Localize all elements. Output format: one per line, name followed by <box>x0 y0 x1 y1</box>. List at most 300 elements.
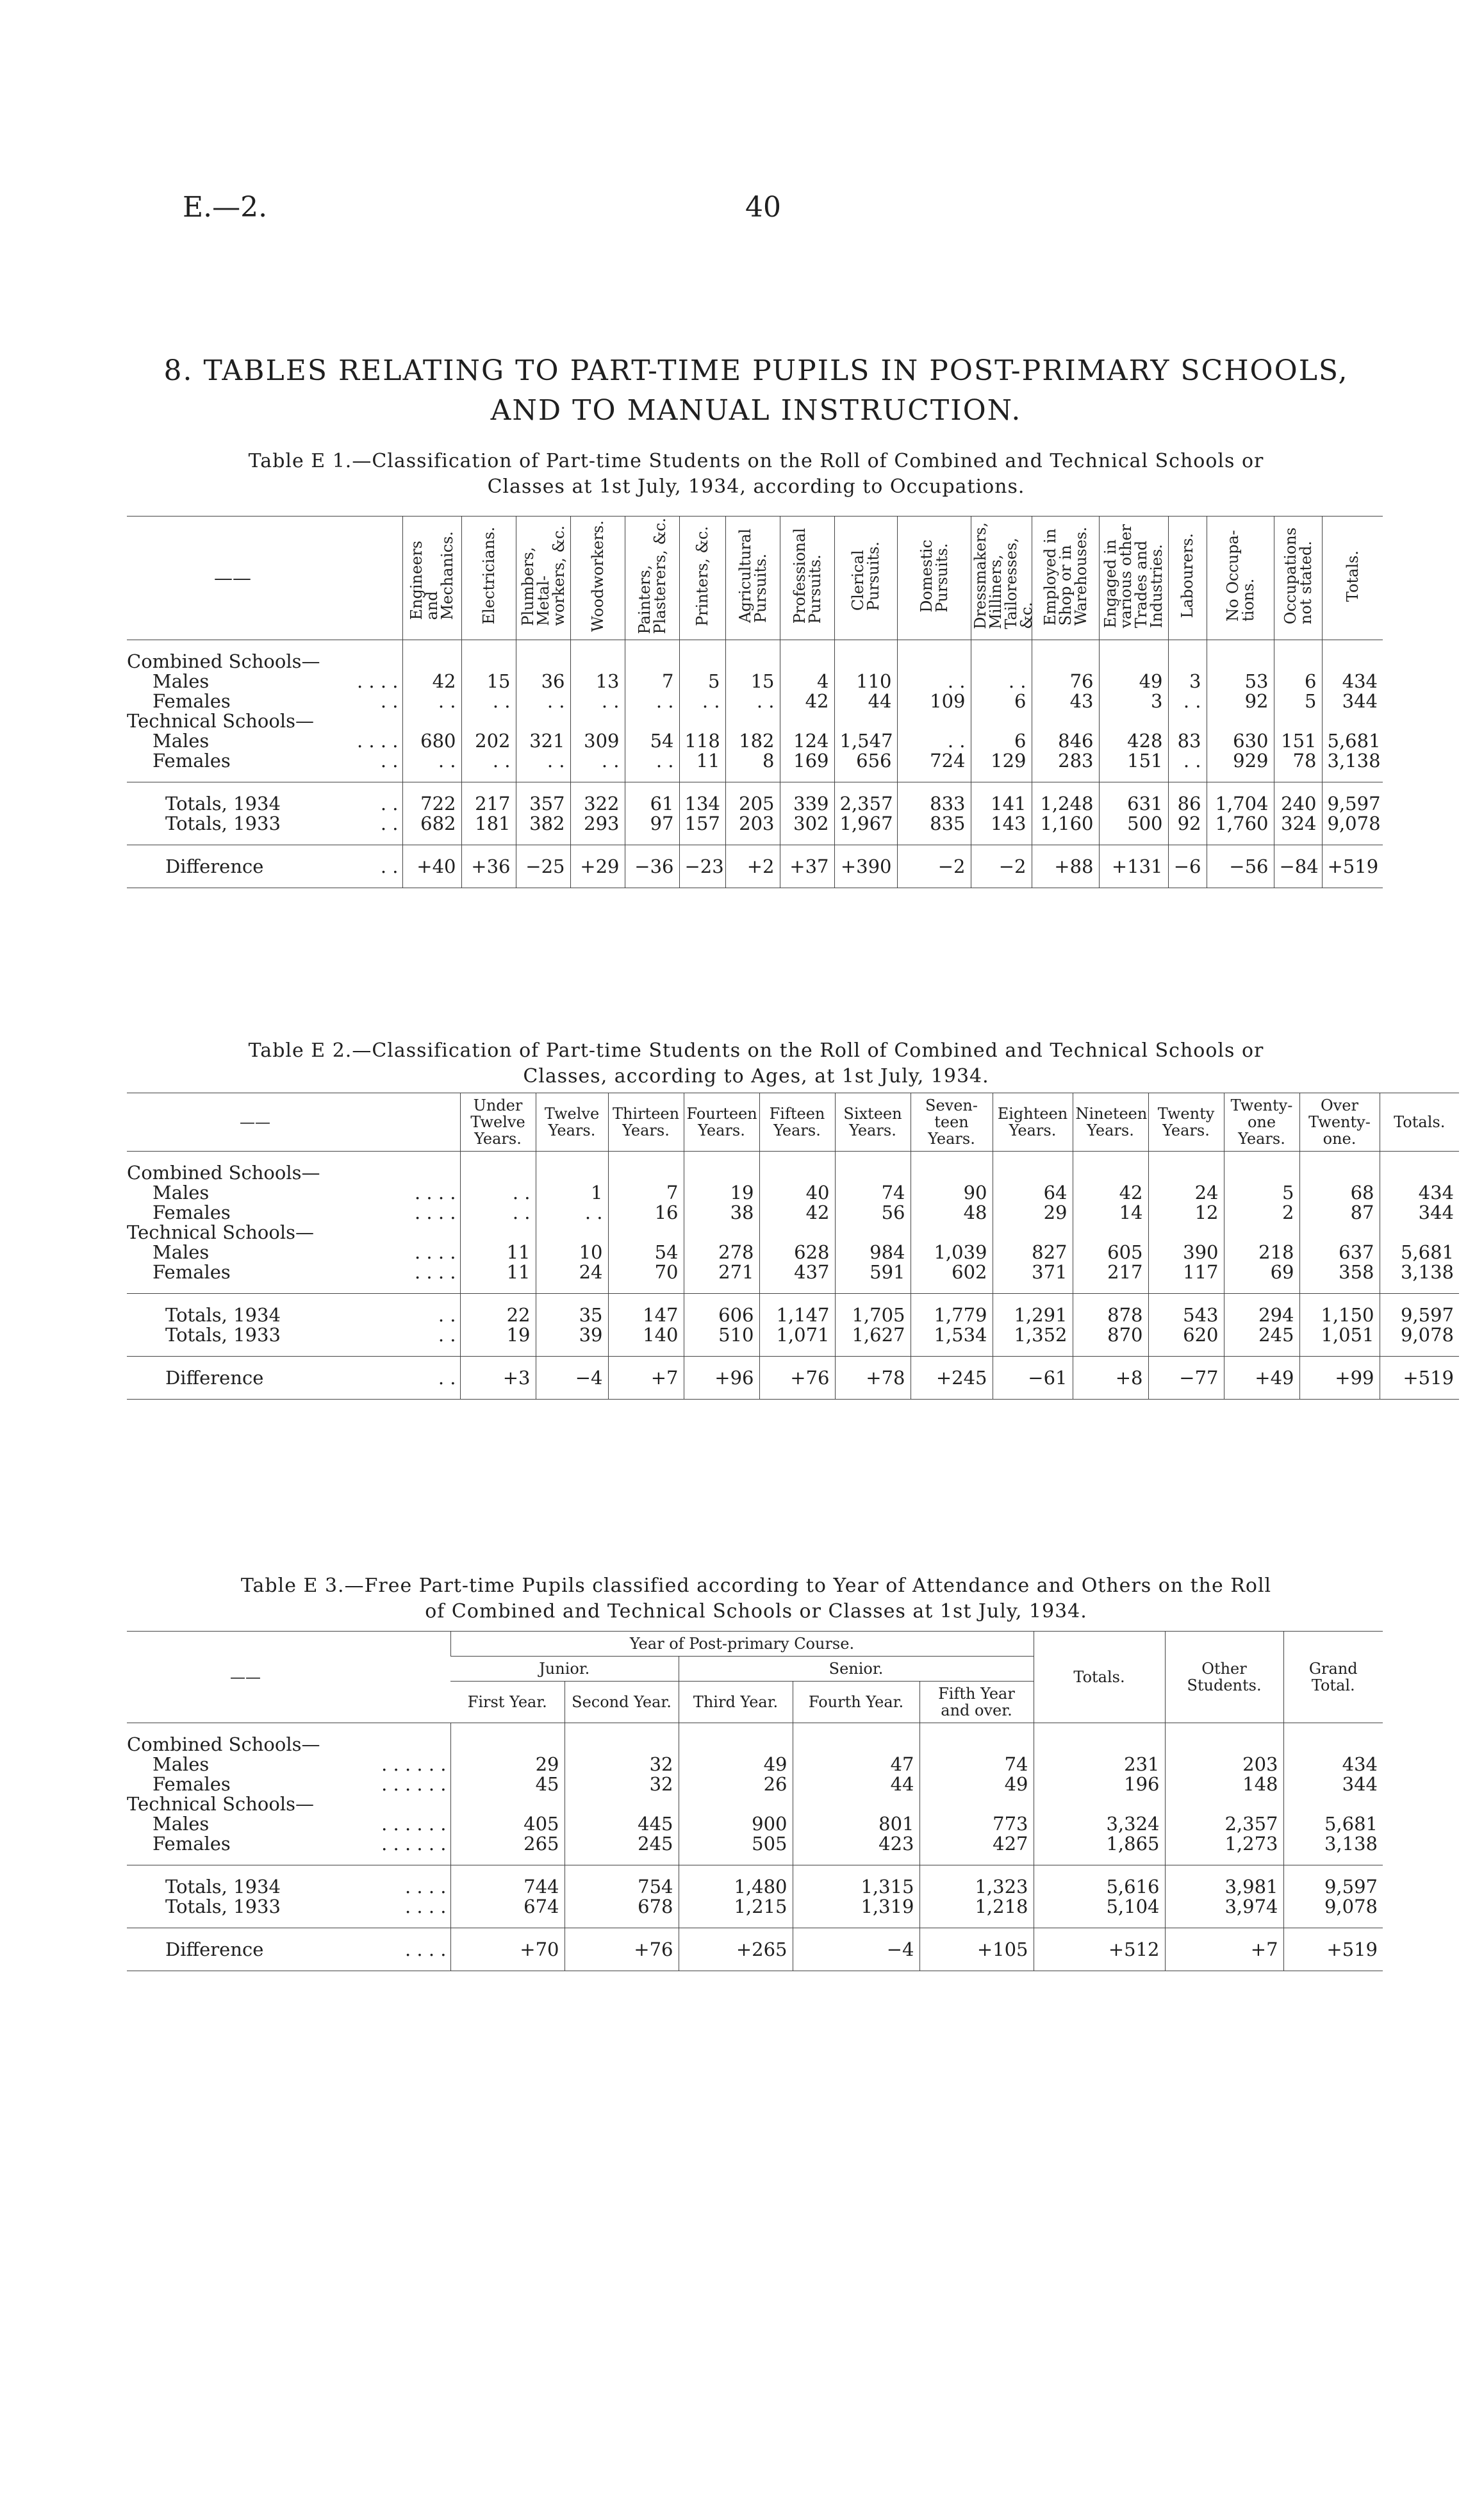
table-cell: 134 <box>679 794 725 814</box>
blank-cell <box>1099 711 1168 731</box>
table-cell: 1,150 <box>1299 1305 1380 1325</box>
table-cell: 3 <box>1168 672 1207 691</box>
fourth-year-head: Fourth Year. <box>793 1682 919 1723</box>
spacer-cell <box>911 1294 993 1305</box>
table-cell: +29 <box>570 857 625 877</box>
blank-cell <box>759 1223 835 1243</box>
spacer-cell <box>679 640 725 652</box>
table-cell: 4 <box>780 672 834 691</box>
spacer-cell <box>536 1345 608 1357</box>
blank-cell <box>402 652 461 672</box>
table-cell: 271 <box>684 1262 759 1282</box>
row-label: Totals, 1934 <box>165 1875 281 1897</box>
spacer-cell <box>536 1152 608 1163</box>
spacer-cell <box>402 640 461 652</box>
blank-cell <box>725 711 780 731</box>
other-students-head: Other Students. <box>1165 1632 1283 1723</box>
table-cell: 1,248 <box>1032 794 1099 814</box>
spacer-cell <box>897 877 971 888</box>
leader-dots: . . . . <box>356 670 399 692</box>
spacer-cell <box>565 1928 679 1940</box>
table-cell: 10 <box>536 1243 608 1262</box>
spacer-cell <box>127 1152 383 1163</box>
table-cell: +76 <box>759 1368 835 1388</box>
table-cell: 3,324 <box>1034 1814 1165 1834</box>
table-cell: 2 <box>1224 1203 1299 1223</box>
blank-cell <box>1165 1794 1283 1814</box>
group-label: Combined Schools— <box>127 1733 320 1755</box>
col-head: Engaged in various other Trades and Industries. <box>1099 517 1168 640</box>
blank-cell <box>684 1223 759 1243</box>
table-cell: −25 <box>516 857 570 877</box>
table-row <box>127 1814 1383 1834</box>
table-e1-body <box>127 640 1383 888</box>
blank-cell <box>1299 1163 1380 1183</box>
spacer-cell <box>461 877 516 888</box>
table-cell: 3,981 <box>1165 1877 1283 1897</box>
table-cell: +78 <box>835 1368 911 1388</box>
blank-cell <box>608 1223 684 1243</box>
table-cell: 510 <box>684 1325 759 1345</box>
table-row <box>127 1368 1459 1388</box>
col-head: Printers, &c. <box>679 517 725 640</box>
table-cell: 5,681 <box>1380 1243 1459 1262</box>
table-cell: 143 <box>971 814 1032 834</box>
spacer-cell <box>1099 834 1168 845</box>
spacer-cell <box>1032 771 1099 782</box>
spacer-cell <box>127 877 338 888</box>
table-cell: 423 <box>793 1834 919 1854</box>
table-e2-body <box>127 1152 1459 1400</box>
spacer-cell <box>338 640 402 652</box>
spacer-cell <box>1165 1865 1283 1877</box>
table-cell: 231 <box>1034 1755 1165 1774</box>
spacer-cell <box>1299 1345 1380 1357</box>
table-cell: 1,291 <box>993 1305 1073 1325</box>
table-e2-caption <box>128 1038 1384 1089</box>
spacer-cell <box>1322 834 1383 845</box>
table-e2-caption-line-2: Classes, according to Ages, at 1st July, 1934. <box>523 1065 989 1087</box>
table-row <box>127 794 1383 814</box>
spacer-cell <box>461 771 516 782</box>
spacer-cell <box>127 771 338 782</box>
table-cell: 5 <box>679 672 725 691</box>
table-cell: 434 <box>1283 1755 1383 1774</box>
spacer-cell <box>608 1282 684 1294</box>
table-cell: 846 <box>1032 731 1099 751</box>
spacer-cell <box>516 771 570 782</box>
blank-cell <box>516 711 570 731</box>
table-cell: . . <box>1168 691 1207 711</box>
leader-dots: . . . . . . <box>381 1753 447 1775</box>
spacer-row <box>127 1865 1383 1877</box>
table-row <box>127 691 1383 711</box>
leader-dots: . . <box>380 812 399 834</box>
table-cell: 1,160 <box>1032 814 1099 834</box>
spacer-cell <box>127 1928 364 1940</box>
spacer-cell <box>1322 877 1383 888</box>
spacer-cell <box>1168 834 1207 845</box>
blank-cell <box>1099 652 1168 672</box>
spacer-cell <box>1380 1294 1459 1305</box>
table-cell: 117 <box>1148 1262 1224 1282</box>
spacer-cell <box>1283 1723 1383 1735</box>
table-cell: 44 <box>834 691 897 711</box>
table-cell: 61 <box>625 794 679 814</box>
blank-cell <box>793 1794 919 1814</box>
table-cell: −2 <box>971 857 1032 877</box>
col-head: Fourteen Years. <box>684 1093 759 1152</box>
table-cell: 83 <box>1168 731 1207 751</box>
group-row <box>127 1163 1459 1183</box>
table-cell: 151 <box>1274 731 1322 751</box>
spacer-cell <box>383 1388 460 1400</box>
spacer-cell <box>625 640 679 652</box>
table-cell: 26 <box>679 1774 793 1794</box>
table-cell: −36 <box>625 857 679 877</box>
spacer-cell <box>793 1928 919 1940</box>
page-number: 40 <box>745 191 781 224</box>
spacer-cell <box>1168 771 1207 782</box>
spacer-cell <box>1148 1388 1224 1400</box>
spacer-cell <box>402 771 461 782</box>
table-cell: 196 <box>1034 1774 1165 1794</box>
table-cell: 49 <box>1099 672 1168 691</box>
table-cell: 371 <box>993 1262 1073 1282</box>
senior-head: Senior. <box>679 1657 1034 1682</box>
spacer-cell <box>1073 1388 1148 1400</box>
table-cell: +131 <box>1099 857 1168 877</box>
table-cell: −6 <box>1168 857 1207 877</box>
spacer-cell <box>460 1152 536 1163</box>
spacer-row <box>127 877 1383 888</box>
spacer-cell <box>1299 1282 1380 1294</box>
table-e2-blank-head: —— <box>127 1093 383 1152</box>
blank-cell <box>1380 1163 1459 1183</box>
spacer-cell <box>1224 1388 1299 1400</box>
spacer-cell <box>793 1960 919 1971</box>
blank-cell <box>1224 1163 1299 1183</box>
table-cell: 32 <box>565 1755 679 1774</box>
spacer-cell <box>516 640 570 652</box>
table-cell: 140 <box>608 1325 684 1345</box>
spacer-row <box>127 834 1383 845</box>
spacer-cell <box>780 771 834 782</box>
table-e1-caption-line-2: Classes at 1st July, 1934, according to Occupations. <box>487 475 1025 498</box>
table-cell: . . <box>516 691 570 711</box>
col-head: Totals. <box>1380 1093 1459 1152</box>
table-cell: 2,357 <box>1165 1814 1283 1834</box>
table-cell: 3,974 <box>1165 1897 1283 1917</box>
blank-cell <box>536 1223 608 1243</box>
spacer-cell <box>1299 1294 1380 1305</box>
spacer-cell <box>1207 877 1274 888</box>
spacer-cell <box>383 1345 460 1357</box>
spacer-cell <box>897 834 971 845</box>
table-e3-dots-head <box>364 1632 450 1723</box>
row-label: Males <box>153 1181 210 1203</box>
table-cell: 14 <box>1073 1203 1148 1223</box>
spacer-cell <box>919 1854 1034 1865</box>
table-cell: 357 <box>516 794 570 814</box>
section-title: 8. TABLES RELATING TO PART-TIME PUPILS IN POST-PRIMARY SCHOOLS, AND TO MANUAL INSTRUCTION. <box>163 354 1349 427</box>
table-cell: 124 <box>780 731 834 751</box>
table-cell: 49 <box>919 1774 1034 1794</box>
table-cell: 1,967 <box>834 814 897 834</box>
table-cell: 591 <box>835 1262 911 1282</box>
leader-dots: . . <box>438 1366 456 1389</box>
blank-cell <box>1034 1794 1165 1814</box>
table-cell: 217 <box>461 794 516 814</box>
table-cell: 773 <box>919 1814 1034 1834</box>
spacer-cell <box>993 1152 1073 1163</box>
table-cell: 45 <box>450 1774 565 1794</box>
blank-cell <box>1165 1735 1283 1755</box>
table-cell: 22 <box>460 1305 536 1325</box>
spacer-cell <box>364 1865 450 1877</box>
table-cell: 70 <box>608 1262 684 1282</box>
spacer-cell <box>911 1388 993 1400</box>
spacer-cell <box>759 1357 835 1368</box>
spacer-cell <box>364 1917 450 1928</box>
spacer-cell <box>383 1294 460 1305</box>
blank-cell <box>402 711 461 731</box>
table-cell: 1,319 <box>793 1897 919 1917</box>
row-label: Females <box>153 1201 231 1223</box>
leader-dots: . . <box>380 792 399 814</box>
blank-cell <box>460 1223 536 1243</box>
table-cell: 90 <box>911 1183 993 1203</box>
table-cell: +76 <box>565 1940 679 1960</box>
spacer-cell <box>1380 1357 1459 1368</box>
col-head: Clerical Pursuits. <box>834 517 897 640</box>
table-cell: 1,039 <box>911 1243 993 1262</box>
blank-cell <box>911 1163 993 1183</box>
row-label: Males <box>153 670 210 692</box>
table-cell: +105 <box>919 1940 1034 1960</box>
table-cell: 637 <box>1299 1243 1380 1262</box>
blank-cell <box>1299 1223 1380 1243</box>
table-cell: 15 <box>725 672 780 691</box>
spacer-cell <box>127 1960 364 1971</box>
spacer-cell <box>1034 1865 1165 1877</box>
row-label: Difference <box>165 1366 264 1389</box>
table-cell: 1,323 <box>919 1877 1034 1897</box>
spacer-row <box>127 1917 1383 1928</box>
table-cell: +3 <box>460 1368 536 1388</box>
spacer-cell <box>679 1723 793 1735</box>
table-cell: 240 <box>1274 794 1322 814</box>
table-cell: 428 <box>1099 731 1168 751</box>
row-label: Totals, 1934 <box>165 1303 281 1326</box>
spacer-cell <box>1283 1917 1383 1928</box>
spacer-cell <box>684 1357 759 1368</box>
col-head: Twenty- one Years. <box>1224 1093 1299 1152</box>
row-label: Difference <box>165 1938 264 1960</box>
table-cell: +36 <box>461 857 516 877</box>
spacer-cell <box>1032 834 1099 845</box>
spacer-cell <box>679 1960 793 1971</box>
col-head: Nineteen Years. <box>1073 1093 1148 1152</box>
grand-total-head: Grand Total. <box>1283 1632 1383 1723</box>
row-label: Males <box>153 1753 210 1775</box>
table-cell: +40 <box>402 857 461 877</box>
table-cell: 11 <box>460 1262 536 1282</box>
blank-cell <box>450 1794 565 1814</box>
spacer-cell <box>993 1282 1073 1294</box>
table-cell: 630 <box>1207 731 1274 751</box>
spacer-cell <box>1148 1282 1224 1294</box>
table-cell: −23 <box>679 857 725 877</box>
table-cell: 203 <box>1165 1755 1283 1774</box>
table-row <box>127 1877 1383 1897</box>
spacer-cell <box>759 1388 835 1400</box>
spacer-cell <box>725 877 780 888</box>
table-cell: 182 <box>725 731 780 751</box>
blank-cell <box>1207 711 1274 731</box>
blank-cell <box>897 711 971 731</box>
table-row <box>127 1305 1459 1325</box>
table-row <box>127 1774 1383 1794</box>
table-cell: 35 <box>536 1305 608 1325</box>
table-cell: 11 <box>679 751 725 771</box>
spacer-cell <box>1224 1345 1299 1357</box>
spacer-cell <box>780 877 834 888</box>
table-cell: . . <box>971 672 1032 691</box>
spacer-cell <box>565 1854 679 1865</box>
table-cell: 129 <box>971 751 1032 771</box>
blank-cell <box>450 1735 565 1755</box>
spacer-row <box>127 1723 1383 1735</box>
row-label: Females <box>153 1832 231 1855</box>
spacer-cell <box>570 640 625 652</box>
col-head: Plumbers, Metal- workers, &c. <box>516 517 570 640</box>
leader-dots: . . . . <box>414 1201 456 1223</box>
table-cell: 321 <box>516 731 570 751</box>
group-label: Technical Schools— <box>127 709 315 732</box>
table-cell: 900 <box>679 1814 793 1834</box>
spacer-cell <box>1224 1152 1299 1163</box>
spacer-cell <box>919 1723 1034 1735</box>
blank-cell <box>1073 1223 1148 1243</box>
table-cell: 929 <box>1207 751 1274 771</box>
spacer-cell <box>834 640 897 652</box>
blank-cell <box>536 1163 608 1183</box>
table-cell: 344 <box>1380 1203 1459 1223</box>
spacer-cell <box>1283 1960 1383 1971</box>
table-cell: 181 <box>461 814 516 834</box>
spacer-cell <box>402 877 461 888</box>
table-cell: 9,597 <box>1322 794 1383 814</box>
spacer-cell <box>1207 834 1274 845</box>
table-cell: 16 <box>608 1203 684 1223</box>
table-cell: 78 <box>1274 751 1322 771</box>
table-cell: 309 <box>570 731 625 751</box>
table-cell: 322 <box>570 794 625 814</box>
col-head: Agricultural Pursuits. <box>725 517 780 640</box>
blank-cell <box>1274 652 1322 672</box>
table-cell: 49 <box>679 1755 793 1774</box>
row-label: Totals, 1933 <box>165 812 281 834</box>
spacer-cell <box>608 1294 684 1305</box>
spacer-cell <box>684 1388 759 1400</box>
table-cell: . . <box>625 691 679 711</box>
blank-cell <box>1168 652 1207 672</box>
spacer-cell <box>450 1928 565 1940</box>
spacer-cell <box>1168 640 1207 652</box>
leader-dots: . . . . . . <box>381 1812 447 1835</box>
row-label: Totals, 1933 <box>165 1323 281 1346</box>
table-e3 <box>127 1631 1383 1971</box>
spacer-cell <box>993 1388 1073 1400</box>
spacer-cell <box>1165 1917 1283 1928</box>
spacer-row <box>127 771 1383 782</box>
spacer-cell <box>1224 1282 1299 1294</box>
table-cell: 87 <box>1299 1203 1380 1223</box>
table-cell: 1,480 <box>679 1877 793 1897</box>
table-cell: 405 <box>450 1814 565 1834</box>
spacer-cell <box>1224 1357 1299 1368</box>
spacer-cell <box>127 1345 383 1357</box>
spacer-cell <box>1073 1345 1148 1357</box>
table-cell: 382 <box>516 814 570 834</box>
table-e1 <box>127 516 1383 888</box>
table-cell: 245 <box>1224 1325 1299 1345</box>
blank-cell <box>608 1163 684 1183</box>
table-cell: 5 <box>1274 691 1322 711</box>
table-cell: 1,760 <box>1207 814 1274 834</box>
table-cell: 678 <box>565 1897 679 1917</box>
col-head: No Occupa- tions. <box>1207 517 1274 640</box>
spacer-cell <box>402 834 461 845</box>
spacer-cell <box>127 1917 364 1928</box>
spacer-cell <box>450 1917 565 1928</box>
col-head: Thirteen Years. <box>608 1093 684 1152</box>
spacer-cell <box>536 1282 608 1294</box>
table-cell: 656 <box>834 751 897 771</box>
table-cell: 674 <box>450 1897 565 1917</box>
table-cell: 109 <box>897 691 971 711</box>
spacer-cell <box>1299 1357 1380 1368</box>
spacer-cell <box>679 1854 793 1865</box>
table-cell: 54 <box>625 731 679 751</box>
table-cell: 39 <box>536 1325 608 1345</box>
spacer-cell <box>625 877 679 888</box>
spacer-cell <box>919 1928 1034 1940</box>
leader-dots: . . <box>380 855 399 877</box>
table-cell: 1,071 <box>759 1325 835 1345</box>
spacer-cell <box>338 834 402 845</box>
spacer-cell <box>793 1723 919 1735</box>
spacer-cell <box>565 1917 679 1928</box>
spacer-cell <box>793 1865 919 1877</box>
table-cell: 5,681 <box>1322 731 1383 751</box>
table-e2-header-row <box>127 1093 1459 1152</box>
table-cell: . . <box>402 691 461 711</box>
table-cell: +37 <box>780 857 834 877</box>
col-head: Sixteen Years. <box>835 1093 911 1152</box>
spacer-cell <box>127 1282 383 1294</box>
row-label: Males <box>153 1812 210 1835</box>
third-year-head: Third Year. <box>679 1682 793 1723</box>
spacer-cell <box>383 1282 460 1294</box>
table-cell: . . <box>402 751 461 771</box>
spacer-cell <box>1148 1294 1224 1305</box>
table-cell: . . <box>536 1203 608 1223</box>
blank-cell <box>1224 1223 1299 1243</box>
table-cell: 97 <box>625 814 679 834</box>
spacer-cell <box>461 640 516 652</box>
